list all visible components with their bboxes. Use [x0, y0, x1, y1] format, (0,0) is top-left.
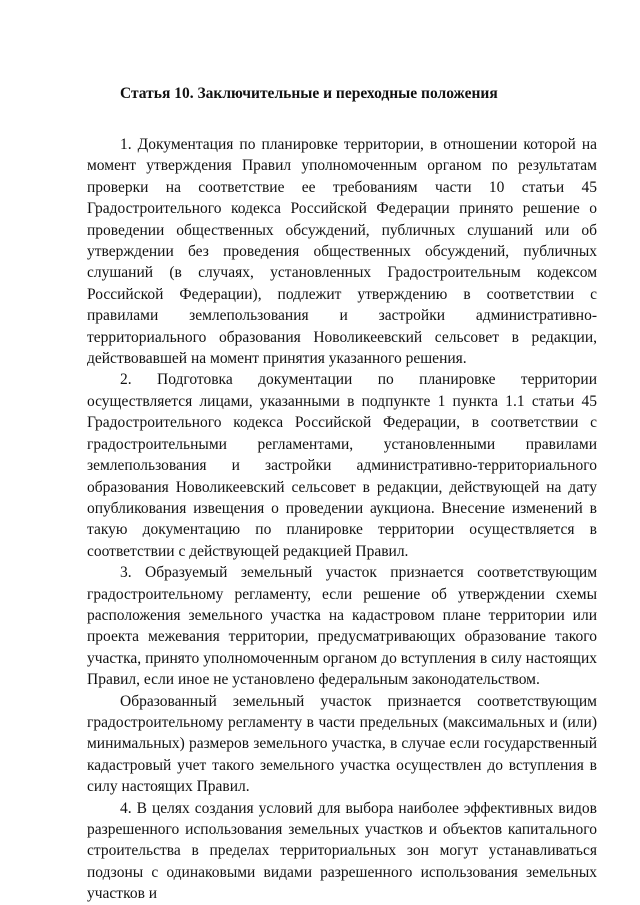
article-heading: Статья 10. Заключительные и переходные положения: [120, 85, 498, 102]
paragraph-item-2: 2. Подготовка документации по планировке территории осуществляется лицами, указанными в подпункте 1 пункта 1.1 статьи 45 Градостроительного кодекса Российской Федерации, в соответствии с градостроительными регламентами, установленными правилами землепользования и застройки административно-территориального образования Новоликеевский сельсовет в редакции, действующей на дату опубликования извещения о проведении аукциона. Внесение изменений в такую документацию по планировке территории осуществляется в соответствии с действующей редакцией Правил.: [87, 371, 597, 560]
article-body: [87, 134, 597, 905]
paragraph-item-1: 1. Документация по планировке территории, в отношении которой на момент утверждения Правил уполномоченным органом по результатам проверки на соответствие ее требованиям части 10 статьи 45 Градостроительного кодекса Российской Федерации принято решение о проведении общественных обсуждений, публичных слушаний или об утверждении без проведения общественных обсуждений, публичных слушаний (в случаях, установленных Градостроительным кодексом Российской Федерации), подлежит утверждению в соответствии с правилами землепользования и застройки административно-территориального образования Новоликеевский сельсовет в редакции, действовавшей на момент принятия указанного решения.: [87, 136, 597, 368]
paragraph-item-3: 3. Образуемый земельный участок признается соответствующим градостроительному регламенту, если решение об утверждении схемы расположения земельного участка на кадастровом плане территории или проекта межевания территории, предусматривающих образование такого участка, принято уполномоченным органом до вступления в силу настоящих Правил, если иное не установлено федеральным законодательством.: [87, 564, 597, 689]
paragraph-item-3-continuation: Образованный земельный участок признается соответствующим градостроительному регламенту в части предельных (максимальных и (или) минимальных) размеров земельного участка, в случае если государственный кадастровый учет такого земельного участка осуществлен до вступления в силу настоящих Правил.: [87, 692, 597, 796]
paragraph-item-4: 4. В целях создания условий для выбора наиболее эффективных видов разрешенного использования земельных участков и объектов капитального строительства в пределах территориальных зон могут устанавливаться подзоны с одинаковыми видами разрешенного использования земельных участков и: [87, 799, 597, 903]
